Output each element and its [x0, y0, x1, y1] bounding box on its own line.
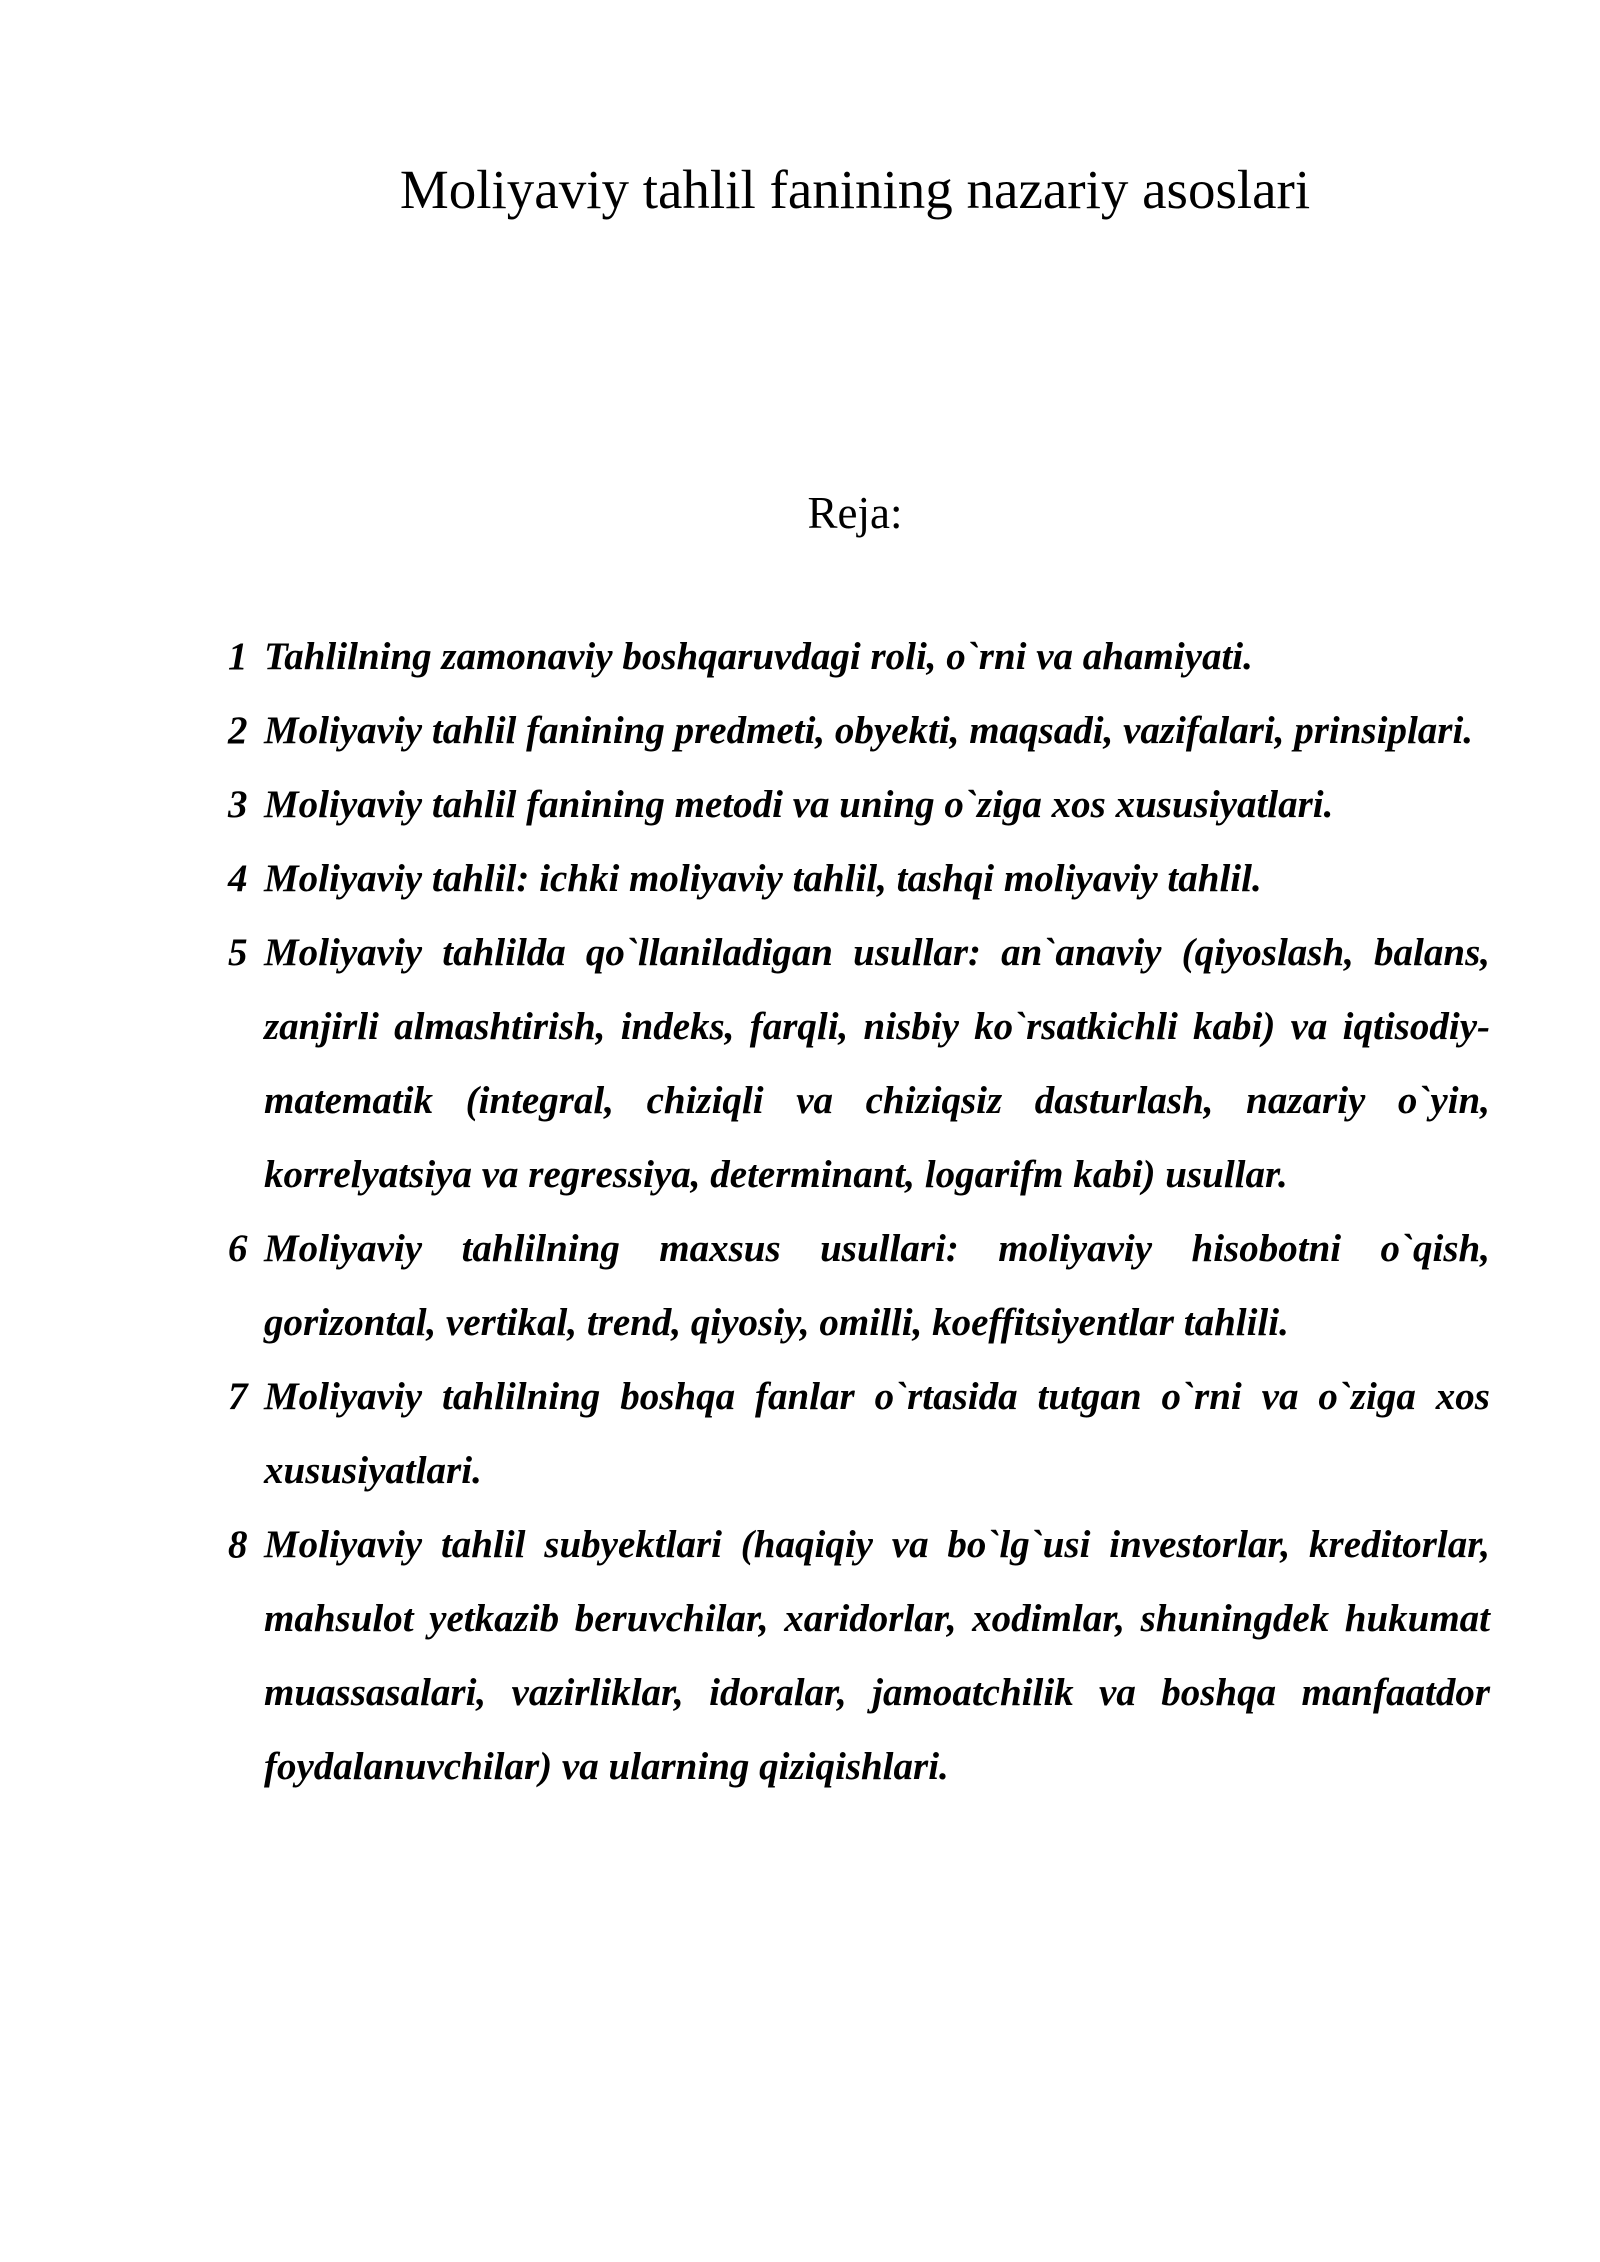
- plan-item-text: Moliyaviy tahlil fanining predmeti, obyekti, maqsadi, vazifalari, prinsiplari.: [264, 709, 1474, 752]
- plan-item-5: [228, 916, 1490, 1212]
- plan-item-text: Moliyaviy tahlil subyektlari (haqiqiy va bo`lg`usi investorlar, kreditorlar, mahsulot yetkazib beruvchilar, xaridorlar, xodimlar, shuningdek hukumat muassasalari, vazirliklar, idoralar, jamoatchilik va boshqa manfaatdor foydalanuvchilar) va ularning qiziqishlari.: [264, 1523, 1490, 1788]
- plan-item-number: 4: [228, 857, 248, 900]
- plan-list: [228, 620, 1490, 1804]
- plan-item-7: [228, 1360, 1490, 1508]
- plan-item-6: [228, 1212, 1490, 1360]
- plan-item-number: 2: [228, 709, 248, 752]
- plan-item-4: [228, 842, 1490, 916]
- plan-item-number: 3: [228, 783, 248, 826]
- plan-item-number: 7: [228, 1375, 248, 1418]
- plan-item-1: [228, 620, 1490, 694]
- plan-item-text: Moliyaviy tahlilning maxsus usullari: moliyaviy hisobotni o`qish, gorizontal, vertikal, trend, qiyosiy, omilli, koeffitsiyentlar tahlili.: [264, 1227, 1490, 1344]
- plan-item-number: 6: [228, 1227, 248, 1270]
- plan-item-text: Moliyaviy tahlilda qo`llaniladigan usullar: an`anaviy (qiyoslash, balans, zanjirli almashtirish, indeks, farqli, nisbiy ko`rsatkichli kabi) va iqtisodiy-matematik (integral, chiziqli va chiziqsiz dasturlash, nazariy o`yin, korrelyatsiya va regressiya, determinant, logarifm kabi) usullar.: [264, 931, 1490, 1196]
- document-title: Moliyaviy tahlil fanining nazariy asoslari: [399, 159, 1311, 220]
- plan-item-2: [228, 694, 1490, 768]
- plan-item-number: 8: [228, 1523, 248, 1566]
- plan-heading: Reja:: [807, 488, 903, 538]
- plan-item-number: 5: [228, 931, 248, 974]
- plan-item-text: Tahlilning zamonaviy boshqaruvdagi roli, o`rni va ahamiyati.: [264, 635, 1253, 678]
- plan-item-3: [228, 768, 1490, 842]
- plan-item-text: Moliyaviy tahlilning boshqa fanlar o`rtasida tutgan o`rni va o`ziga xos xususiyatlari.: [264, 1375, 1490, 1492]
- plan-item-8: [228, 1508, 1490, 1804]
- plan-item-number: 1: [228, 635, 248, 678]
- plan-item-text: Moliyaviy tahlil fanining metodi va uning o`ziga xos xususiyatlari.: [264, 783, 1334, 826]
- plan-item-text: Moliyaviy tahlil: ichki moliyaviy tahlil, tashqi moliyaviy tahlil.: [264, 857, 1262, 900]
